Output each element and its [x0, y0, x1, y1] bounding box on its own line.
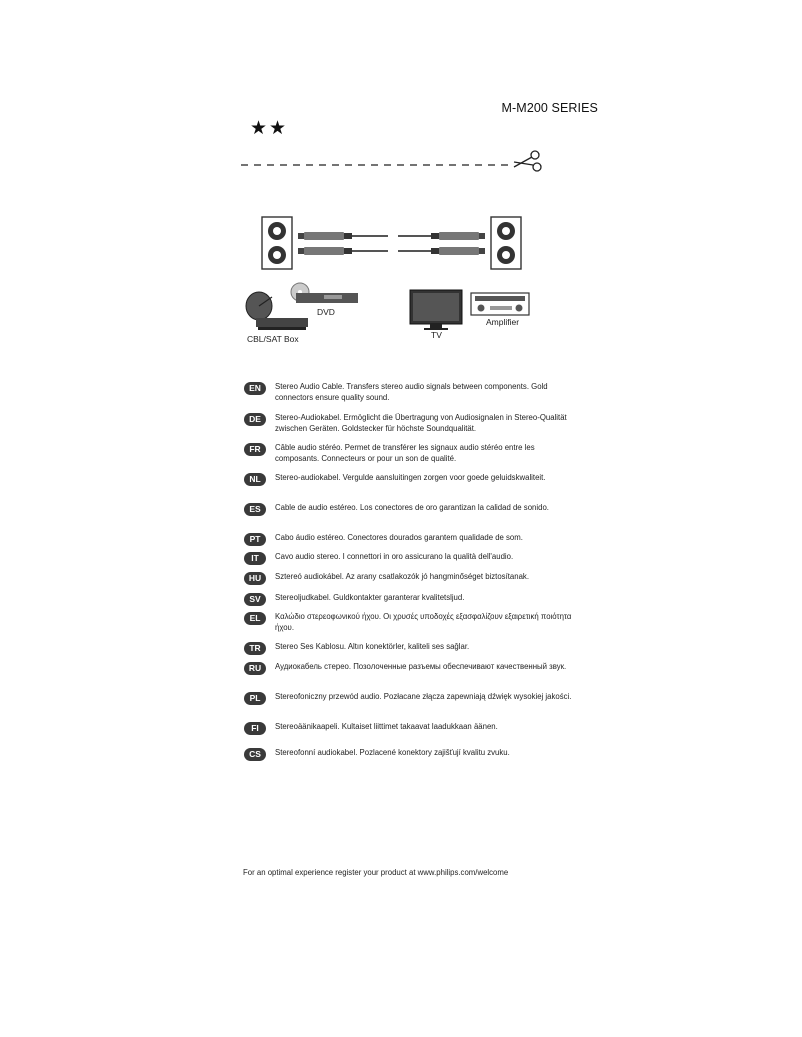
lang-item-sv	[244, 593, 575, 606]
lang-item-fr	[244, 443, 575, 464]
language-badge: NL	[244, 473, 266, 486]
device-label-tv: TV	[431, 330, 442, 340]
language-badge: EN	[244, 382, 266, 395]
device-label-dvd: DVD	[317, 307, 335, 317]
language-text: Stereo-Audiokabel. Ermöglicht die Übertragung von Audiosignalen in Stereo-Qualität zwischen Geräten. Goldstecker für höchste Soundqualität.	[275, 413, 567, 433]
lang-item-de	[244, 413, 575, 434]
device-label-cbl-sat: CBL/SAT Box	[247, 334, 299, 344]
language-text: Cable de audio estéreo. Los conectores de oro garantizan la calidad de sonido.	[275, 503, 549, 512]
lang-item-pl	[244, 692, 575, 705]
language-badge: RU	[244, 662, 266, 675]
language-badge: TR	[244, 642, 266, 655]
lang-item-tr	[244, 642, 575, 655]
lang-item-nl	[244, 473, 575, 486]
language-badge: DE	[244, 413, 266, 426]
series-title: M-M200 SERIES	[501, 101, 598, 115]
lang-item-el	[244, 612, 575, 633]
dvd-player-icon	[291, 283, 358, 303]
language-badge: CS	[244, 748, 266, 761]
language-text: Stereofoniczny przewód audio. Pozłacane złącza zapewniają dźwięk wysokiej jakości.	[275, 692, 572, 701]
language-text: Stereoljudkabel. Guldkontakter garanterar kvalitetsljud.	[275, 593, 465, 602]
language-text: Stereo Audio Cable. Transfers stereo audio signals between components. Gold connectors ensure quality sound.	[275, 382, 548, 402]
connection-diagram	[238, 205, 538, 350]
language-text: Cavo audio stereo. I connettori in oro assicurano la qualità dell'audio.	[275, 552, 514, 561]
language-badge: PL	[244, 692, 266, 705]
language-badge: PT	[244, 533, 266, 546]
language-text: Stereo Ses Kablosu. Altın konektörler, kaliteli ses sağlar.	[275, 642, 470, 651]
lang-item-pt	[244, 533, 575, 546]
rca-cable-icon	[298, 232, 485, 255]
lang-item-en	[244, 382, 575, 403]
language-text: Câble audio stéréo. Permet de transférer les signaux audio stéréo entre les composants. Connecteurs or pour un son de qualité.	[275, 443, 535, 463]
lang-item-fi	[244, 722, 575, 735]
device-label-amplifier: Amplifier	[486, 317, 520, 327]
cut-line	[240, 145, 550, 175]
language-text: Καλώδιο στερεοφωνικού ήχου. Οι χρυσές υποδοχές εξασφαλίζουν εξαιρετική ποιότητα ήχου.	[275, 612, 572, 632]
lang-item-hu	[244, 572, 575, 585]
language-text: Аудиокабель стерео. Позолоченные разъемы обеспечивают качественный звук.	[275, 662, 567, 671]
language-badge: IT	[244, 552, 266, 565]
language-badge: FI	[244, 722, 266, 735]
language-text: Stereoäänikaapeli. Kultaiset liittimet takaavat laadukkaan äänen.	[275, 722, 498, 731]
language-text: Stereo-audiokabel. Vergulde aansluitingen zorgen voor goede geluidskwaliteit.	[275, 473, 546, 482]
language-text: Cabo áudio estéreo. Conectores dourados garantem qualidade de som.	[275, 533, 523, 542]
language-badge: EL	[244, 612, 266, 625]
lang-item-es	[244, 503, 575, 516]
language-badge: SV	[244, 593, 266, 606]
speaker-icon	[262, 217, 292, 269]
rating-stars: ★★	[250, 118, 289, 139]
register-product-note: For an optimal experience register your product at www.philips.com/welcome	[243, 868, 509, 877]
language-text: Sztereó audiokábel. Az arany csatlakozók jó hangminőséget biztosítanak.	[275, 572, 529, 581]
lang-item-ru	[244, 662, 575, 675]
language-badge: HU	[244, 572, 266, 585]
language-text: Stereofonní audiokabel. Pozlacené konektory zajišťují kvalitu zvuku.	[275, 748, 510, 757]
tv-icon	[410, 290, 462, 330]
lang-item-it	[244, 552, 575, 565]
scissors-icon	[514, 151, 541, 171]
language-badge: FR	[244, 443, 266, 456]
amplifier-icon	[471, 293, 529, 315]
language-badge: ES	[244, 503, 266, 516]
speaker-icon	[491, 217, 521, 269]
lang-item-cs	[244, 748, 575, 761]
